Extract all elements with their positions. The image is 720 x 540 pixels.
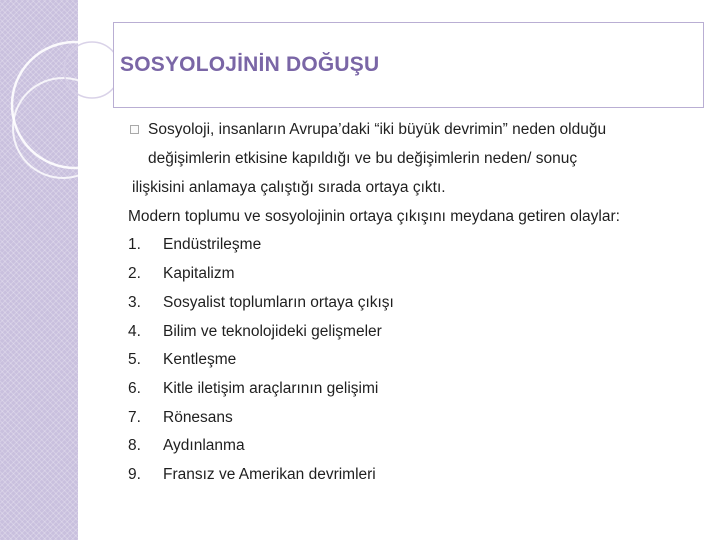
list-item-text: Rönesans — [163, 409, 233, 426]
slide-title: SOSYOLOJİNİN DOĞUŞU — [120, 53, 380, 76]
intro-line-1-row — [126, 120, 606, 140]
list-item-number: 7. — [128, 409, 141, 426]
list-item-number: 4. — [128, 323, 141, 340]
list-item-number: 8. — [128, 437, 141, 454]
list-item-text: Endüstrileşme — [163, 236, 262, 253]
intro-line-2: değişimlerin etkisine kapıldığı ve bu değişimlerin neden/ sonuç — [148, 150, 578, 167]
list-item-number: 3. — [128, 294, 141, 311]
list-item-text: Sosyalist toplumların ortaya çıkışı — [163, 294, 394, 311]
list-item-number: 5. — [128, 351, 141, 368]
list-item-text: Fransız ve Amerikan devrimleri — [163, 466, 376, 483]
list-item-text: Kitle iletişim araçlarının gelişimi — [163, 380, 379, 397]
list-item-number: 9. — [128, 466, 141, 483]
decorative-side-band — [0, 0, 78, 540]
list-item-text: Aydınlanma — [163, 437, 245, 454]
square-bullet-icon — [130, 125, 139, 134]
intro-line-3: ilişkisini anlamaya çalıştığı sırada ortaya çıktı. — [132, 179, 446, 196]
list-item-text: Kentleşme — [163, 351, 237, 368]
list-item-number: 6. — [128, 380, 141, 397]
list-item-number: 2. — [128, 265, 141, 282]
intro-line-1: Sosyoloji, insanların Avrupa’daki “iki büyük devrimin” neden olduğu — [148, 121, 607, 138]
list-item-text: Kapitalizm — [163, 265, 235, 282]
list-item-number: 1. — [128, 236, 141, 253]
title-box — [113, 22, 704, 108]
list-item-text: Bilim ve teknolojideki gelişmeler — [163, 323, 382, 340]
lead-text: Modern toplumu ve sosyolojinin ortaya çıkışını meydana getiren olaylar: — [128, 208, 620, 225]
